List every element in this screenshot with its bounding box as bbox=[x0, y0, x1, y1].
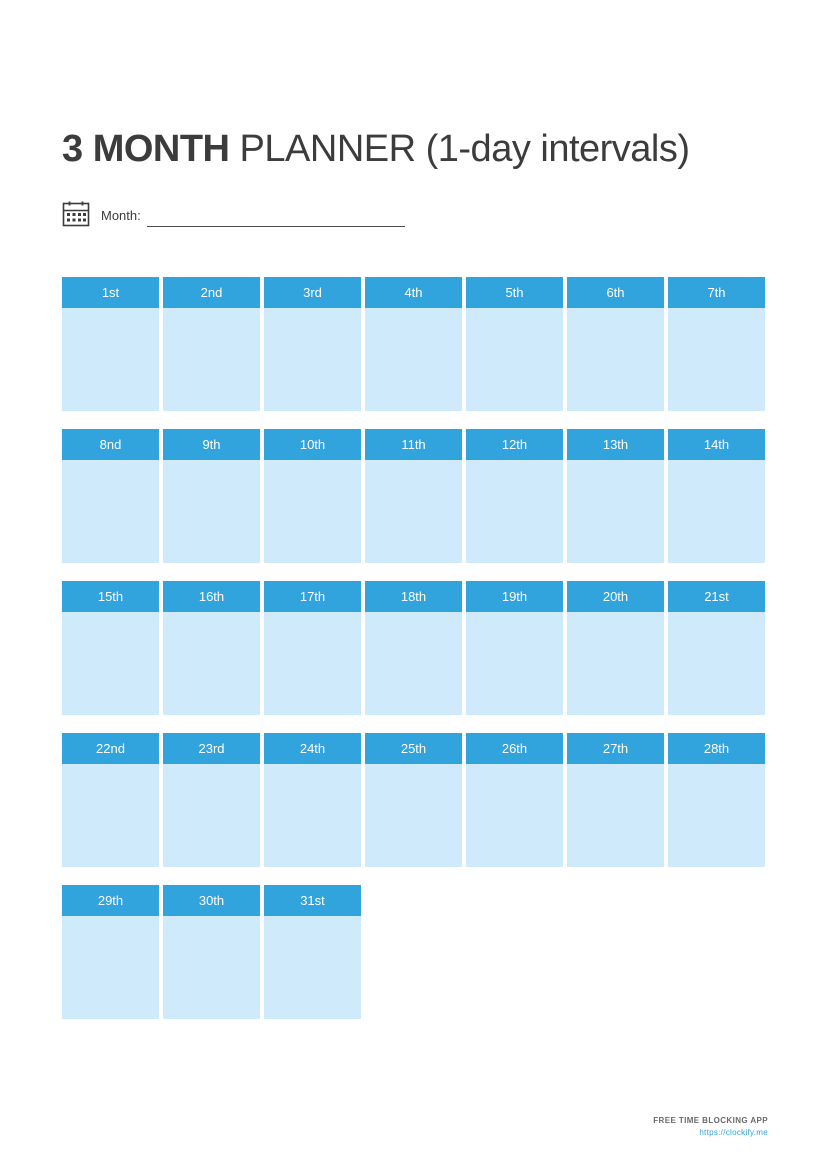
day-cell[interactable] bbox=[668, 764, 765, 867]
day-header[interactable]: 17th bbox=[264, 581, 361, 612]
day-cell[interactable] bbox=[365, 460, 462, 563]
day-cell[interactable] bbox=[264, 460, 361, 563]
day-header[interactable]: 27th bbox=[567, 733, 664, 764]
day-header[interactable]: 21st bbox=[668, 581, 765, 612]
row-spacer bbox=[62, 867, 768, 885]
planner-grid bbox=[62, 277, 768, 1019]
footer-tagline: FREE TIME BLOCKING APP bbox=[653, 1116, 768, 1125]
day-header[interactable]: 25th bbox=[365, 733, 462, 764]
day-header[interactable]: 12th bbox=[466, 429, 563, 460]
footer-url[interactable]: https://clockify.me bbox=[699, 1128, 768, 1137]
day-header[interactable]: 10th bbox=[264, 429, 361, 460]
day-cell[interactable] bbox=[62, 308, 159, 411]
day-cell[interactable] bbox=[264, 764, 361, 867]
day-cell[interactable] bbox=[668, 460, 765, 563]
day-header[interactable]: 19th bbox=[466, 581, 563, 612]
row-spacer bbox=[62, 411, 768, 429]
footer bbox=[653, 1116, 768, 1137]
day-header[interactable]: 9th bbox=[163, 429, 260, 460]
day-cell[interactable] bbox=[264, 916, 361, 1019]
month-field bbox=[62, 200, 405, 228]
day-cell[interactable] bbox=[62, 764, 159, 867]
day-header[interactable]: 6th bbox=[567, 277, 664, 308]
week-header-row bbox=[62, 277, 768, 308]
day-header[interactable]: 5th bbox=[466, 277, 563, 308]
day-cell[interactable] bbox=[567, 460, 664, 563]
day-header[interactable]: 14th bbox=[668, 429, 765, 460]
row-spacer bbox=[62, 563, 768, 581]
day-header[interactable]: 8nd bbox=[62, 429, 159, 460]
day-cell[interactable] bbox=[466, 308, 563, 411]
day-header[interactable]: 18th bbox=[365, 581, 462, 612]
week-body-row bbox=[62, 916, 768, 1019]
day-header[interactable]: 15th bbox=[62, 581, 159, 612]
week-header-row bbox=[62, 581, 768, 612]
day-cell[interactable] bbox=[62, 612, 159, 715]
page-title bbox=[62, 126, 690, 172]
day-header[interactable]: 1st bbox=[62, 277, 159, 308]
day-header[interactable]: 20th bbox=[567, 581, 664, 612]
day-cell[interactable] bbox=[264, 612, 361, 715]
month-label: Month: bbox=[101, 207, 141, 223]
day-cell[interactable] bbox=[466, 460, 563, 563]
week-row bbox=[62, 581, 768, 715]
day-header[interactable]: 31st bbox=[264, 885, 361, 916]
day-cell[interactable] bbox=[163, 308, 260, 411]
day-header[interactable]: 22nd bbox=[62, 733, 159, 764]
day-header[interactable]: 29th bbox=[62, 885, 159, 916]
day-header[interactable]: 3rd bbox=[264, 277, 361, 308]
day-cell[interactable] bbox=[668, 308, 765, 411]
day-cell[interactable] bbox=[365, 308, 462, 411]
week-body-row bbox=[62, 764, 768, 867]
day-header[interactable]: 24th bbox=[264, 733, 361, 764]
day-header[interactable]: 7th bbox=[668, 277, 765, 308]
day-header[interactable]: 13th bbox=[567, 429, 664, 460]
week-body-row bbox=[62, 460, 768, 563]
row-spacer bbox=[62, 715, 768, 733]
day-cell[interactable] bbox=[62, 916, 159, 1019]
day-cell[interactable] bbox=[365, 612, 462, 715]
day-header[interactable]: 16th bbox=[163, 581, 260, 612]
day-cell[interactable] bbox=[163, 764, 260, 867]
day-header[interactable]: 26th bbox=[466, 733, 563, 764]
day-cell[interactable] bbox=[668, 612, 765, 715]
week-body-row bbox=[62, 308, 768, 411]
week-row bbox=[62, 277, 768, 411]
day-header[interactable]: 11th bbox=[365, 429, 462, 460]
week-header-row bbox=[62, 885, 768, 916]
page-title-strong: 3 MONTH bbox=[62, 128, 230, 170]
day-cell[interactable] bbox=[264, 308, 361, 411]
day-cell[interactable] bbox=[163, 612, 260, 715]
day-cell[interactable] bbox=[567, 308, 664, 411]
week-body-row bbox=[62, 612, 768, 715]
day-header[interactable]: 30th bbox=[163, 885, 260, 916]
day-cell[interactable] bbox=[163, 460, 260, 563]
week-header-row bbox=[62, 733, 768, 764]
week-row bbox=[62, 733, 768, 867]
day-cell[interactable] bbox=[62, 460, 159, 563]
page-title-light: PLANNER (1-day intervals) bbox=[229, 128, 690, 170]
day-header[interactable]: 23rd bbox=[163, 733, 260, 764]
week-row bbox=[62, 885, 768, 1019]
week-row bbox=[62, 429, 768, 563]
calendar-icon bbox=[62, 200, 90, 228]
day-cell[interactable] bbox=[365, 764, 462, 867]
day-cell[interactable] bbox=[466, 764, 563, 867]
week-header-row bbox=[62, 429, 768, 460]
day-cell[interactable] bbox=[567, 764, 664, 867]
day-header[interactable]: 28th bbox=[668, 733, 765, 764]
day-cell[interactable] bbox=[567, 612, 664, 715]
day-cell[interactable] bbox=[466, 612, 563, 715]
month-input[interactable] bbox=[147, 210, 405, 227]
day-header[interactable]: 2nd bbox=[163, 277, 260, 308]
day-cell[interactable] bbox=[163, 916, 260, 1019]
day-header[interactable]: 4th bbox=[365, 277, 462, 308]
